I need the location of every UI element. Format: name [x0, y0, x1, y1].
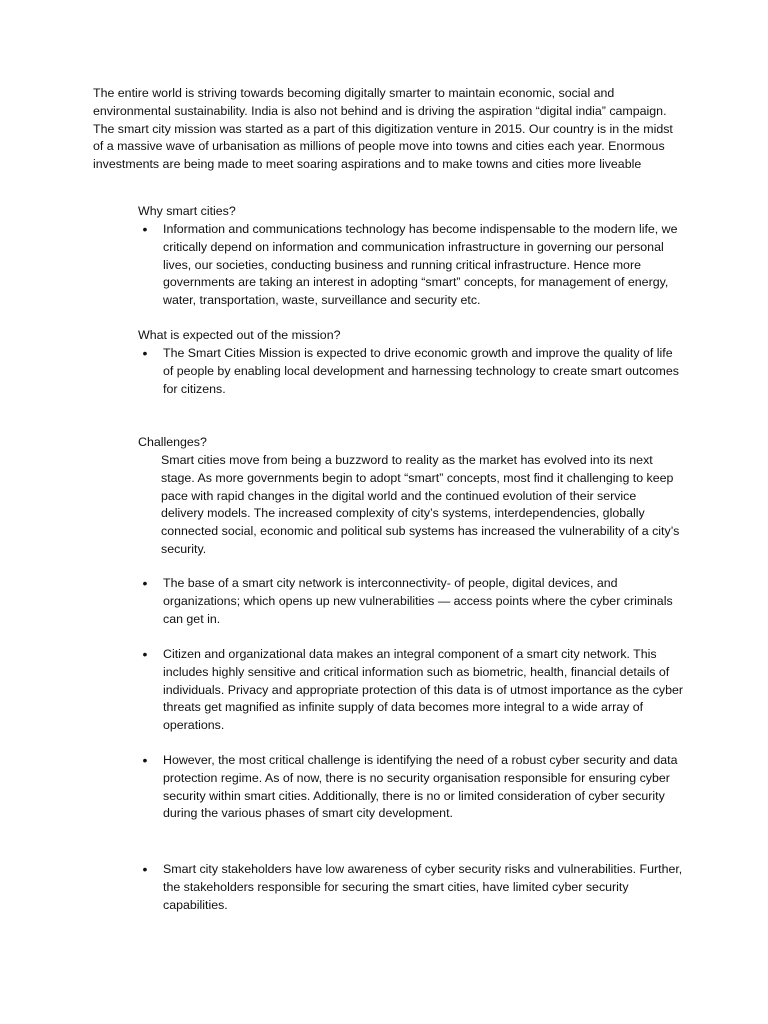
bullet-icon: •	[142, 345, 148, 361]
list-item	[138, 752, 683, 823]
bullet-icon: •	[142, 221, 148, 237]
heading-expected: What is expected out of the mission?	[138, 328, 341, 342]
bullet-icon: •	[142, 752, 148, 768]
list-item-text: Smart city stakeholders have low awareness of cyber security risks and vulnerabilities. Further, the stakeholders responsible for securing the smart cities, have limited cyber security capabilities.	[163, 862, 683, 912]
list-item	[138, 861, 683, 914]
list-item-text: Information and communications technology has become indispensable to the modern life, we critically depend on information and communication infrastructure in governing our personal lives, our societies, conducting business and running critical infrastructure. Hence more governments are taking an interest in adopting “smart” concepts, for management of energy, water, transportation, waste, surveillance and security etc.	[163, 222, 678, 308]
list-item	[138, 221, 683, 310]
list-item-text: However, the most critical challenge is identifying the need of a robust cyber security and data protection regime. As of now, there is no security organisation responsible for ensuring cyber security within smart cities. Additionally, there is no or limited consideration of cyber security during the various phases of smart city development.	[163, 753, 678, 821]
list-item-text: The Smart Cities Mission is expected to drive economic growth and improve the quality of life of people by enabling local development and harnessing technology to create smart outcomes for citizens.	[163, 346, 679, 396]
heading-challenges: Challenges?	[138, 435, 207, 449]
heading-why-smart-cities: Why smart cities?	[138, 204, 236, 218]
bullet-icon: •	[142, 861, 148, 877]
bullet-icon: •	[142, 646, 148, 662]
list-item	[138, 575, 683, 628]
list-item-text: Citizen and organizational data makes an integral component of a smart city network. This includes highly sensitive and critical information such as biometric, health, financial details of individuals. Privacy and appropriate protection of this data is of utmost importance as the cyber threats get magnified as infinite supply of data becomes more integral to a wide array of operations.	[163, 647, 683, 733]
list-item	[138, 646, 683, 735]
bullet-icon: •	[142, 575, 148, 591]
list-item-text: The base of a smart city network is interconnectivity- of people, digital devices, and organizations; which opens up new vulnerabilities — access points where the cyber criminals can get in.	[163, 576, 673, 626]
list-item	[138, 345, 683, 398]
challenges-paragraph: Smart cities move from being a buzzword to reality as the market has evolved into its next stage. As more governments begin to adopt “smart” concepts, most find it challenging to keep pace with rapid changes in the digital world and the continued evolution of their service delivery models. The increased complexity of city’s systems, interdependencies, globally connected social, economic and political sub systems has increased the vulnerability of a city’s security.	[161, 453, 680, 556]
intro-paragraph: The entire world is striving towards becoming digitally smarter to maintain economic, social and environmental sustainability. India is also not behind and is driving the aspiration “digital india” campaign. The smart city mission was started as a part of this digitization venture in 2015. Our country is in the midst of a massive wave of urbanisation as millions of people move into towns and cities each year. Enormous investments are being made to meet soaring aspirations and to make towns and cities more liveable	[93, 86, 673, 172]
